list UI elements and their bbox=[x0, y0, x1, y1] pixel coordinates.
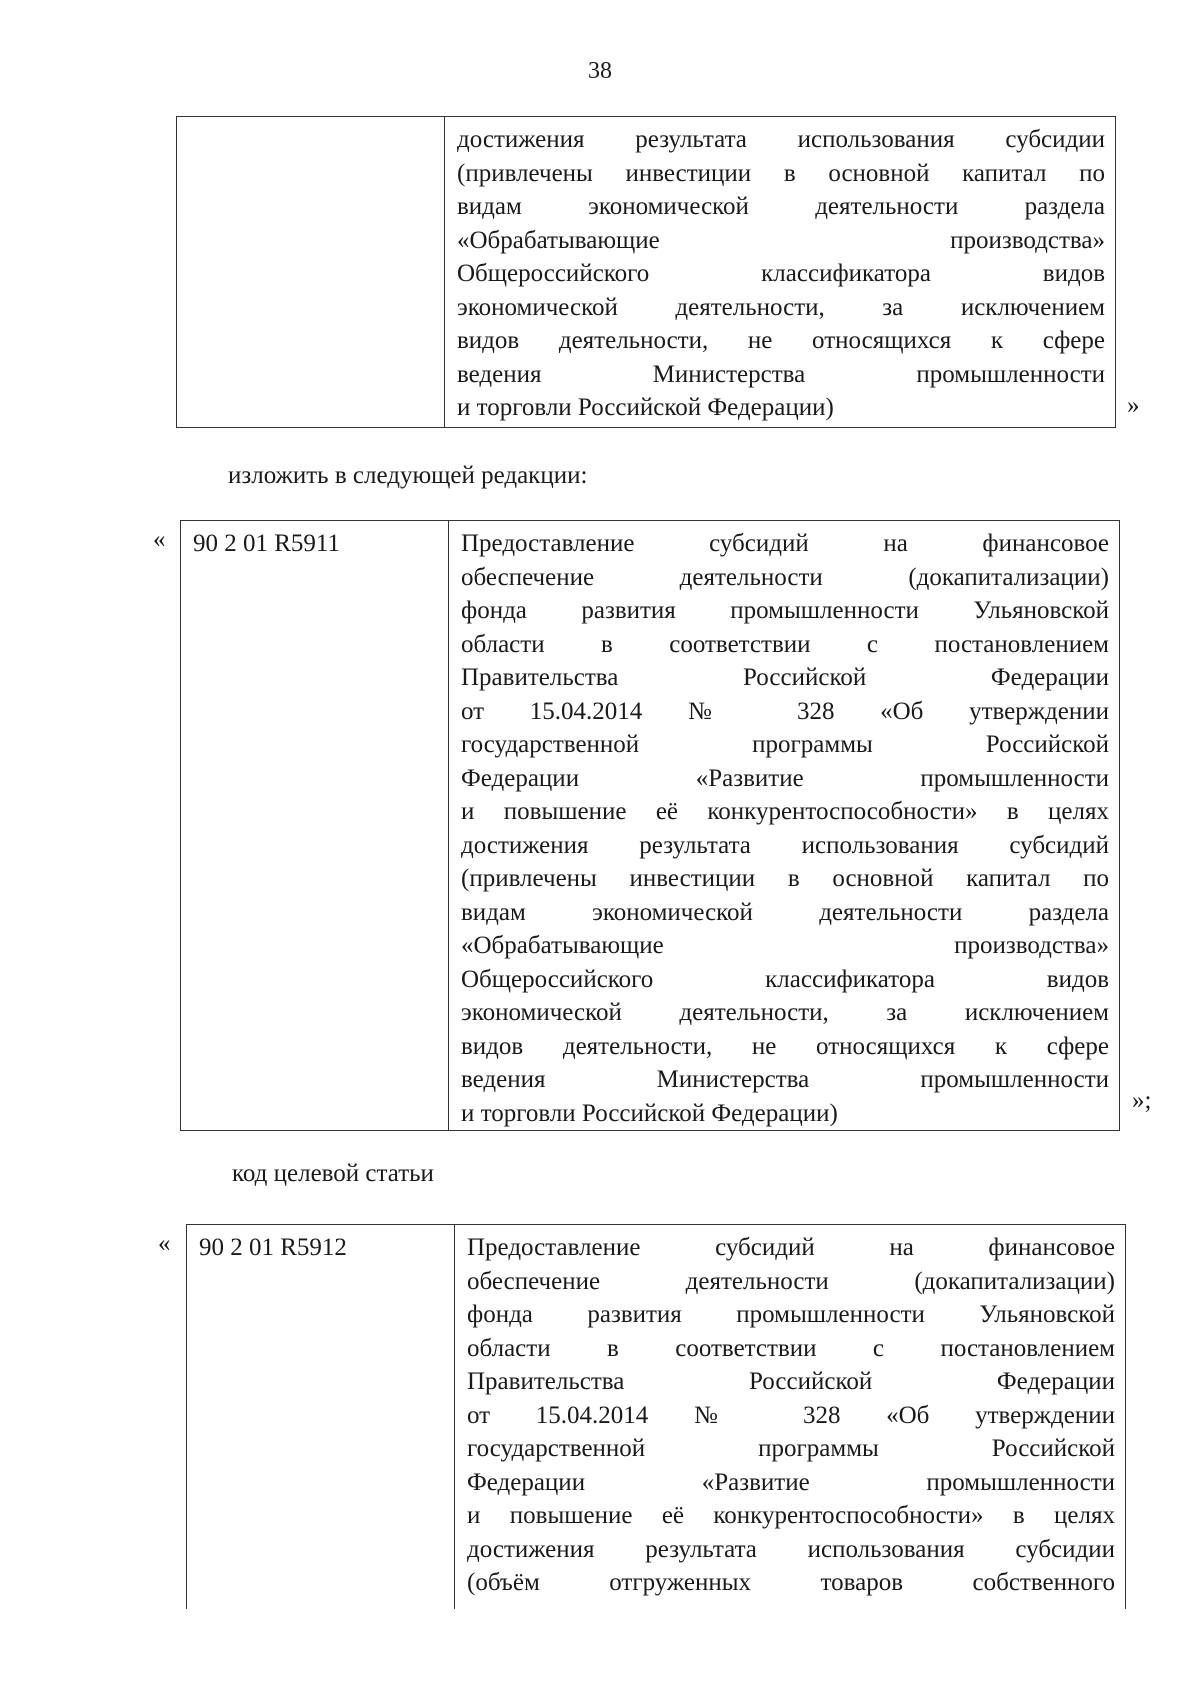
description-line: экономической деятельности, за исключением bbox=[461, 999, 1109, 1026]
description-line: фонда развития промышленности Ульяновской bbox=[467, 1301, 1115, 1328]
closing-quote: »; bbox=[1132, 1087, 1152, 1114]
table-row bbox=[181, 521, 1120, 1131]
description-line: экономической деятельности, за исключением bbox=[457, 293, 1105, 321]
description-line: достижения результата использования субсидий bbox=[461, 831, 1109, 859]
description-line: видам экономической деятельности раздела bbox=[457, 193, 1105, 220]
description-line: «Обрабатывающие производства» bbox=[461, 932, 1109, 959]
description-line: области в соответствии с постановлением bbox=[467, 1334, 1115, 1362]
section-heading: код целевой статьи bbox=[232, 1160, 434, 1187]
description-line: и повышение её конкурентоспособности» в целях bbox=[461, 798, 1109, 825]
description-line: (привлечены инвестиции в основной капитал по bbox=[457, 159, 1105, 187]
table-row bbox=[177, 117, 1116, 428]
description-line: (объём отгруженных товаров собственного bbox=[467, 1569, 1115, 1596]
page-number: 38 bbox=[588, 58, 612, 84]
target-code-cell bbox=[177, 117, 445, 428]
description-line: Общероссийского классификатора видов bbox=[457, 260, 1105, 287]
code-table-1 bbox=[176, 116, 1116, 428]
description-line: от 15.04.2014 № 328 «Об утверждении bbox=[461, 697, 1109, 725]
description-cell bbox=[445, 117, 1116, 428]
description-line: достижения результата использования субсидии bbox=[457, 126, 1105, 153]
description-line: и торговли Российской Федерации) bbox=[457, 394, 834, 421]
description-cell bbox=[449, 521, 1120, 1131]
description-line: видов деятельности, не относящихся к сфере bbox=[461, 1032, 1109, 1060]
instruction-text: изложить в следующей редакции: bbox=[228, 462, 588, 489]
description-line: и торговли Российской Федерации) bbox=[461, 1099, 838, 1127]
description-line: видов деятельности, не относящихся к сфере bbox=[457, 327, 1105, 354]
description-line: Предоставление субсидий на финансовое bbox=[461, 530, 1109, 557]
description-line: Федерации «Развитие промышленности bbox=[467, 1468, 1115, 1496]
description-line: Федерации «Развитие промышленности bbox=[461, 764, 1109, 792]
target-code-cell: 90 2 01 R5912 bbox=[187, 1225, 455, 1610]
description-line: ведения Министерства промышленности bbox=[457, 360, 1105, 388]
description-line: Правительства Российской Федерации bbox=[461, 664, 1109, 691]
description-line: государственной программы Российской bbox=[467, 1435, 1115, 1462]
description-line: обеспечение деятельности (докапитализации) bbox=[461, 563, 1109, 591]
opening-quote: « bbox=[158, 1230, 171, 1257]
description-line: и повышение её конкурентоспособности» в целях bbox=[467, 1502, 1115, 1529]
description-line: обеспечение деятельности (докапитализации) bbox=[467, 1267, 1115, 1295]
description-line: «Обрабатывающие производства» bbox=[457, 226, 1105, 254]
opening-quote: « bbox=[153, 526, 166, 553]
description-line: Предоставление субсидий на финансовое bbox=[467, 1234, 1115, 1261]
description-cell bbox=[455, 1225, 1126, 1610]
description-line: Общероссийского классификатора видов bbox=[461, 965, 1109, 993]
table-row bbox=[187, 1225, 1126, 1610]
description-line: достижения результата использования субсидии bbox=[467, 1535, 1115, 1563]
closing-quote: » bbox=[1127, 392, 1140, 419]
description-line: государственной программы Российской bbox=[461, 731, 1109, 758]
target-code-cell: 90 2 01 R5911 bbox=[181, 521, 449, 1131]
description-line: фонда развития промышленности Ульяновской bbox=[461, 597, 1109, 624]
description-line: видам экономической деятельности раздела bbox=[461, 898, 1109, 926]
code-table-3 bbox=[186, 1224, 1126, 1609]
code-table-2 bbox=[180, 520, 1120, 1131]
description-line: от 15.04.2014 № 328 «Об утверждении bbox=[467, 1401, 1115, 1429]
description-line: Правительства Российской Федерации bbox=[467, 1368, 1115, 1395]
description-line: (привлечены инвестиции в основной капитал по bbox=[461, 865, 1109, 892]
description-line: области в соответствии с постановлением bbox=[461, 630, 1109, 658]
description-line: ведения Министерства промышленности bbox=[461, 1066, 1109, 1093]
